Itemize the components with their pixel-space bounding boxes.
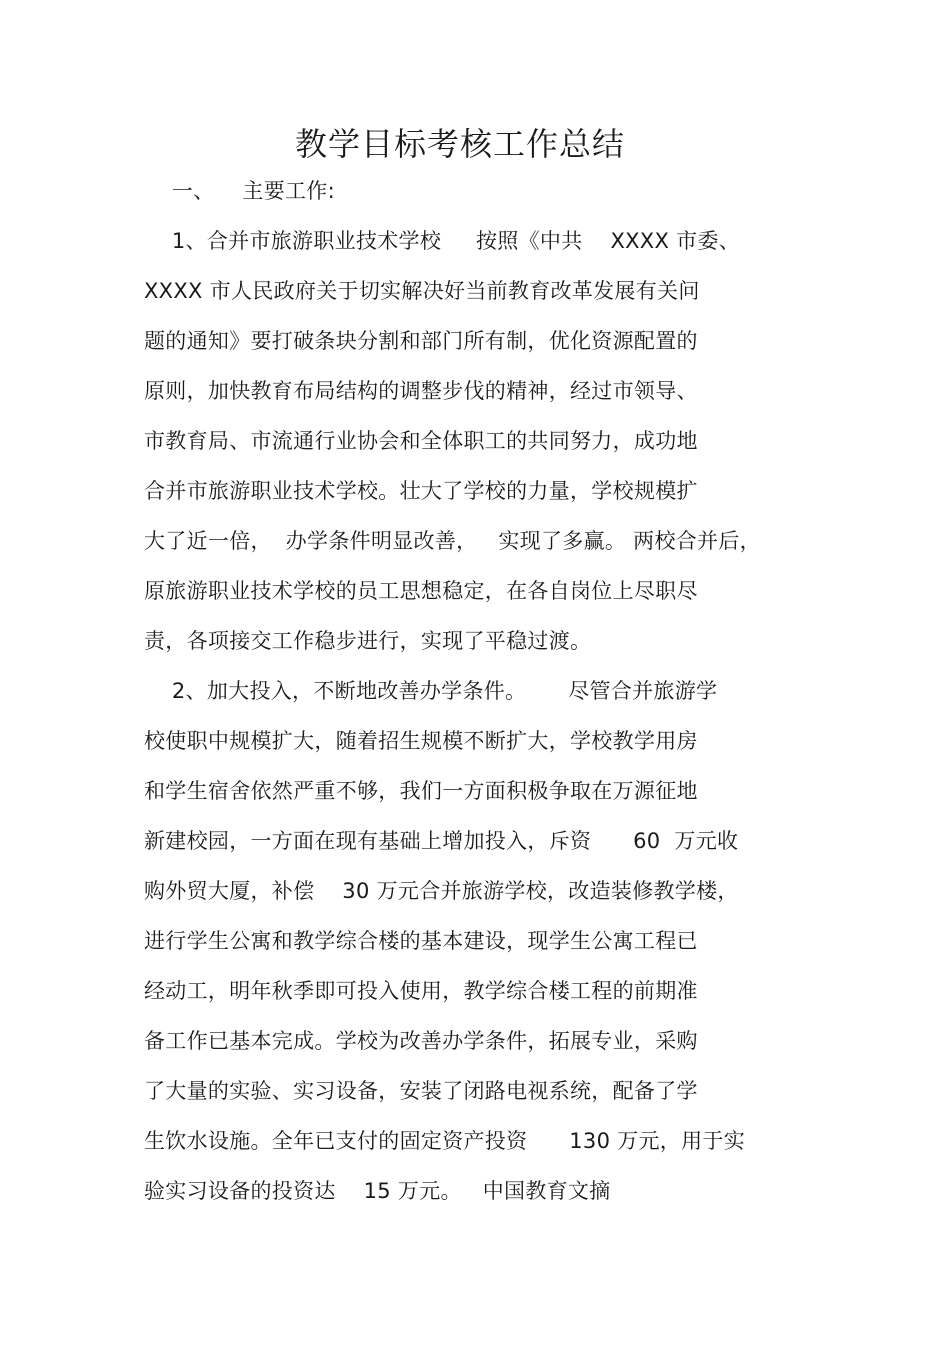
text-line: XXXX 市人民政府关于切实解决好当前教育改革发展有关问: [144, 279, 700, 303]
text-line: 购外贸大厦，补偿 30 万元合并旅游学校，改造装修教学楼，: [144, 879, 739, 903]
text-line: 市教育局、市流通行业协会和全体职工的共同努力，成功地: [144, 429, 698, 453]
text-line: 一、 主要工作:: [144, 179, 335, 203]
text-line: 经动工，明年秋季即可投入使用，教学综合楼工程的前期准: [144, 979, 698, 1003]
text-line: 和学生宿舍依然严重不够，我们一方面积极争取在万源征地: [144, 779, 698, 803]
text-line: 2、加大投入，不断地改善办学条件。 尽管合并旅游学: [144, 679, 718, 703]
text-line: 大了近一倍， 办学条件明显改善， 实现了多赢。 两校合并后，: [144, 529, 761, 553]
text-line: 进行学生公寓和教学综合楼的基本建设，现学生公寓工程已: [144, 929, 698, 953]
text-line: 备工作已基本完成。学校为改善办学条件，拓展专业，采购: [144, 1029, 698, 1053]
text-line: 生饮水设施。全年已支付的固定资产投资 130 万元，用于实: [144, 1129, 746, 1153]
text-line: 责，各项接交工作稳步进行，实现了平稳过渡。: [144, 629, 592, 653]
text-line: 题的通知》要打破条块分割和部门所有制，优化资源配置的: [144, 329, 698, 353]
text-line: 验实习设备的投资达 15 万元。 中国教育文摘: [144, 1179, 611, 1203]
document-title: 教学目标考核工作总结: [294, 125, 625, 163]
text-line: 原旅游职业技术学校的员工思想稳定，在各自岗位上尽职尽: [144, 579, 698, 603]
text-line: 合并市旅游职业技术学校。壮大了学校的力量，学校规模扩: [144, 479, 698, 503]
text-line: 原则，加快教育布局结构的调整步伐的精神，经过市领导、: [144, 379, 698, 403]
text-line: 了大量的实验、实习设备，安装了闭路电视系统，配备了学: [144, 1079, 698, 1103]
text-line: 新建校园，一方面在现有基础上增加投入，斥资 60 万元收: [144, 829, 739, 853]
text-line: 校使职中规模扩大，随着招生规模不断扩大，学校教学用房: [144, 729, 698, 753]
text-line: 1、合并市旅游职业技术学校 按照《中共 XXXX 市委、: [144, 229, 741, 253]
